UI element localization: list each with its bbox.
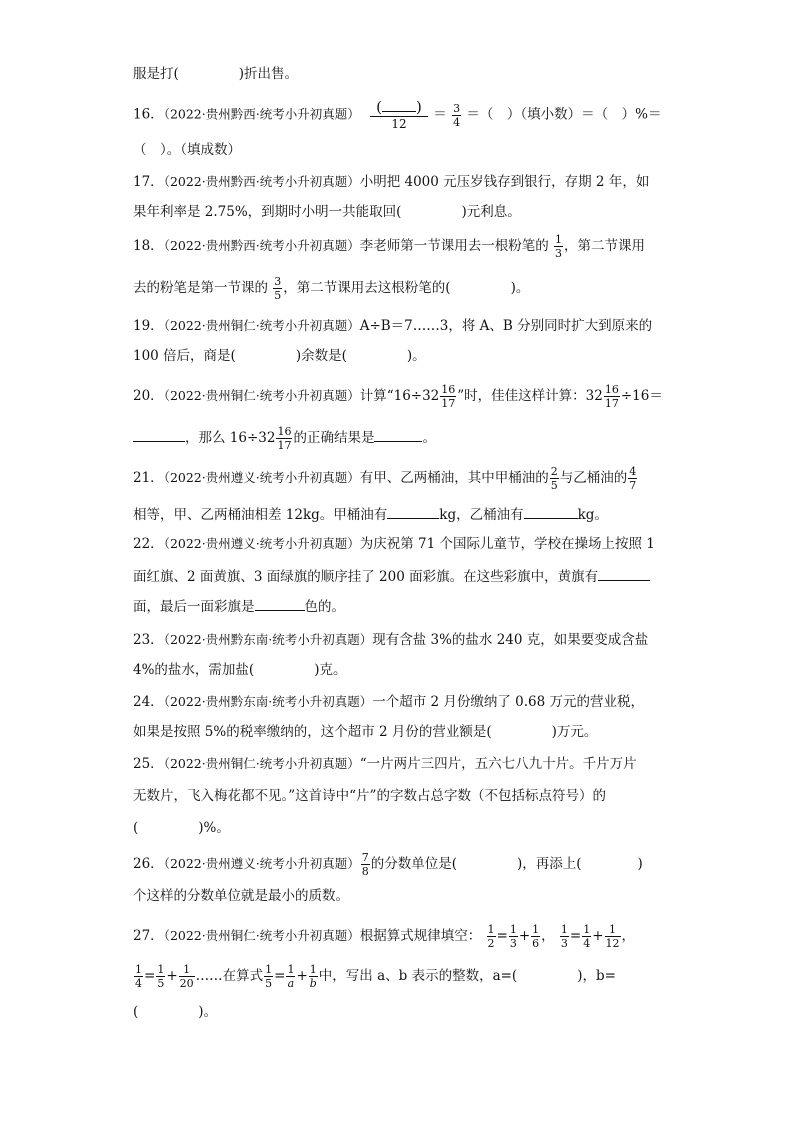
num: 3 xyxy=(274,275,282,288)
q20-text-c: ÷16＝ xyxy=(620,388,663,404)
q27-frac xyxy=(309,964,318,989)
q22-line2 xyxy=(133,566,650,587)
q25-source: （2022·贵州铜仁·统考小升初真题） xyxy=(163,756,360,771)
q26-fraction xyxy=(361,852,370,877)
q27-line3 xyxy=(133,1002,217,1022)
answer-blank[interactable] xyxy=(255,596,305,611)
q19-line2 xyxy=(133,346,426,366)
den: 4 xyxy=(583,937,591,950)
q24-source: （2022·贵州黔东南·统考小升初真题） xyxy=(163,694,373,709)
den: 2 xyxy=(487,937,495,950)
question-21 xyxy=(133,466,638,491)
q20-text-d: ，那么 16÷32 xyxy=(185,430,276,446)
paren: ) xyxy=(416,98,422,116)
q18-text-b: ，第二节课用 xyxy=(564,238,645,254)
q17-text: 小明把 4000 元压岁钱存到银行，存期 2 年，如 xyxy=(359,174,650,190)
q26-source: （2022·贵州遵义·统考小升初真题） xyxy=(163,856,360,871)
q20-number: 20． xyxy=(133,388,164,404)
answer-blank[interactable] xyxy=(133,427,185,442)
q22-text: 为庆祝第 71 个国际儿童节，学校在操场上按照 1 xyxy=(359,536,655,552)
answer-blank[interactable] xyxy=(524,504,578,519)
q27-frac xyxy=(560,924,569,949)
question-18 xyxy=(133,234,645,259)
q16-den: 12 xyxy=(391,117,407,131)
plus: + xyxy=(518,928,531,944)
q18-line2 xyxy=(133,276,529,301)
q25-line3 xyxy=(133,818,230,838)
q17-source: （2022·贵州黔西·统考小升初真题） xyxy=(163,174,360,189)
num: 1 xyxy=(532,923,540,936)
q27-text-e: )。 xyxy=(198,1004,218,1020)
q27-text-a: 根据算式规律填空： xyxy=(359,928,482,944)
q21-number: 21． xyxy=(133,470,164,486)
q27-frac xyxy=(134,964,143,989)
q27-number: 27． xyxy=(133,928,164,944)
q23-text-a: 4%的盐水，需加盐( xyxy=(133,662,255,678)
den: 17 xyxy=(441,397,456,410)
q16-source: （2022·贵州黔西·统考小升初真题） xyxy=(163,106,360,122)
q22-number: 22． xyxy=(133,536,164,552)
q17-line2 xyxy=(133,202,521,222)
q21-text-c: 相等，甲、乙两桶油相差 12kg。甲桶油有 xyxy=(133,507,388,523)
num: 1 xyxy=(287,963,295,976)
num: 1 xyxy=(605,924,621,937)
den: 5 xyxy=(274,289,282,302)
plus: + xyxy=(296,968,308,984)
num: 1 xyxy=(583,923,591,936)
num: 1 xyxy=(555,233,562,246)
q26-text-b: )，再添上( xyxy=(516,856,582,872)
q16-rest: ＝（ ）（填小数）＝（ ）%＝ xyxy=(466,106,662,123)
answer-gap[interactable] xyxy=(382,101,416,112)
q25-number: 25． xyxy=(133,756,164,772)
den: 4 xyxy=(453,115,461,129)
question-17 xyxy=(133,172,649,192)
q18-text-d: ，第二节课用去这根粉笔的( xyxy=(283,280,451,296)
q16-number: 16． xyxy=(133,106,164,123)
q18-text-e: )。 xyxy=(510,280,530,296)
q18-text-a: 李老师第一节课用去一根粉笔的 xyxy=(359,238,549,254)
q22-text-b: 面红旗、2 面黄旗、3 面绿旗的顺序挂了 200 面彩旗。在这些彩旗中，黄旗有 xyxy=(133,569,599,585)
q18-source: （2022·贵州黔西·统考小升初真题） xyxy=(163,238,360,253)
den: 5 xyxy=(265,977,273,990)
plus: + xyxy=(592,928,604,944)
q24-number: 24． xyxy=(133,694,164,710)
q27-frac xyxy=(156,964,165,989)
q23-source: （2022·贵州黔东南·统考小升初真题） xyxy=(163,632,373,647)
q20-text-f: 。 xyxy=(422,430,436,446)
q22-text-d: 色的。 xyxy=(304,599,345,615)
q19-text: A÷B＝7……3，将 A、B 分别同时扩大到原来的 xyxy=(359,318,653,334)
num: 1 xyxy=(560,923,568,936)
num: 4 xyxy=(629,465,637,478)
q16-fraction xyxy=(452,103,461,128)
question-24 xyxy=(133,692,644,712)
q24-line2 xyxy=(133,722,597,742)
question-20 xyxy=(133,384,663,409)
q20-text-b: ”时，佳佳这样计算：32 xyxy=(457,388,603,404)
q15-text-a: 服是打( xyxy=(133,66,179,82)
question-26 xyxy=(133,852,643,877)
q27-frac xyxy=(487,924,496,949)
q23-text-b: )克。 xyxy=(314,662,347,678)
den: 3 xyxy=(560,937,568,950)
q21-text-a: 有甲、乙两桶油，其中甲桶油的 xyxy=(359,470,549,486)
q18-fraction-2 xyxy=(273,276,282,301)
q23-number: 23． xyxy=(133,632,164,648)
question-27 xyxy=(133,924,635,949)
q27-text-c: )，b= xyxy=(577,968,616,984)
q19-source: （2022·贵州铜仁·统考小升初真题） xyxy=(163,318,360,333)
q27-source: （2022·贵州铜仁·统考小升初真题） xyxy=(163,928,360,943)
q27-frac xyxy=(264,964,273,989)
equals: = xyxy=(144,968,156,984)
q15-tail xyxy=(133,64,298,84)
q25-line2: 无数片，飞入梅花都不见。”这首诗中“片”的字数占总字数（不包括标点符号）的 xyxy=(133,788,606,804)
q20-text-a: 计算“16÷32 xyxy=(359,388,440,404)
den: 12 xyxy=(605,937,620,950)
num: 1 xyxy=(265,963,273,976)
q23-text: 现有含盐 3%的盐水 240 克，如果要变成含盐 xyxy=(372,632,649,648)
den: 3 xyxy=(555,247,562,260)
num: 1 xyxy=(179,964,195,977)
q20-line2 xyxy=(133,426,436,451)
q20-mixed-frac-1 xyxy=(440,384,456,409)
q19-text-b: )余数是( xyxy=(295,348,347,364)
q21-text-e: kg。 xyxy=(577,507,608,523)
paren: ( xyxy=(376,98,382,116)
q17-text-b: )元利息。 xyxy=(461,204,521,220)
q17-text-a: 果年利率是 2.75%，到期时小明一共能取回( xyxy=(133,204,402,220)
q24-text: 一个超市 2 月份缴纳了 0.68 万元的营业税， xyxy=(372,694,645,710)
q21-fraction-2 xyxy=(628,466,637,491)
den: 6 xyxy=(532,937,540,950)
den: 3 xyxy=(509,937,517,950)
q21-source: （2022·贵州遵义·统考小升初真题） xyxy=(163,470,360,485)
q27-text-b: 中，写出 a、b 表示的整数，a=( xyxy=(318,968,518,984)
q27-frac xyxy=(509,924,518,949)
plus: + xyxy=(166,968,178,984)
q24-text-a: 如果是按照 5%的税率缴纳的，这个超市 2 月份的营业额是( xyxy=(133,724,492,740)
q22-source: （2022·贵州遵义·统考小升初真题） xyxy=(163,536,360,551)
equals: = xyxy=(569,928,582,944)
q15-text-b: )折出售。 xyxy=(238,66,299,82)
q26-number: 26． xyxy=(133,856,164,872)
q20-source: （2022·贵州铜仁·统考小升初真题） xyxy=(163,388,360,403)
q27-frac xyxy=(286,964,295,989)
q18-number: 18． xyxy=(133,238,164,254)
q21-text-d: kg，乙桶油有 xyxy=(439,507,524,523)
q20-mixed-frac-2 xyxy=(604,384,620,409)
q23-line2 xyxy=(133,660,346,680)
question-22 xyxy=(133,534,655,554)
equals: = xyxy=(274,968,286,984)
q26-text-c: ) xyxy=(637,856,643,872)
question-23 xyxy=(133,630,648,650)
den: a xyxy=(287,977,295,990)
num: 16 xyxy=(604,383,619,396)
num: 2 xyxy=(550,465,558,478)
q27-frac xyxy=(531,924,540,949)
q25-text: “一片两片三四片，五六七八九十片。千片万片 xyxy=(359,756,637,772)
comma: ， xyxy=(621,928,636,944)
q24-text-b: )万元。 xyxy=(551,724,598,740)
q21-text-b: 与乙桶油的 xyxy=(559,470,628,486)
question-16 xyxy=(133,100,661,130)
num: 16 xyxy=(277,425,292,438)
q27-line2 xyxy=(133,964,616,989)
q18-text-c: 去的粉笔是第一节课的 xyxy=(133,280,268,296)
num: 3 xyxy=(453,101,461,115)
den: 8 xyxy=(361,865,369,878)
q21-fraction-1 xyxy=(550,466,559,491)
q19-number: 19． xyxy=(133,318,164,334)
den: 5 xyxy=(550,479,558,492)
q20-text-e: 的正确结果是 xyxy=(293,430,375,446)
q16-blank-fraction[interactable] xyxy=(370,100,428,130)
q27-frac xyxy=(605,924,621,949)
den: 17 xyxy=(604,397,619,410)
num: 7 xyxy=(361,851,369,864)
equals: ＝ xyxy=(433,106,447,123)
den: 5 xyxy=(157,977,165,990)
comma: ， xyxy=(541,928,555,944)
den: 7 xyxy=(629,479,637,492)
q19-text-a: 100 倍后，商是( xyxy=(133,348,236,364)
equals: = xyxy=(496,928,508,944)
q27-frac xyxy=(582,924,591,949)
den: 4 xyxy=(135,977,142,990)
q16-line2: （ ）。（填成数） xyxy=(133,142,241,158)
num: 1 xyxy=(135,963,142,976)
q18-fraction-1 xyxy=(554,234,563,259)
question-19 xyxy=(133,316,652,336)
q27-frac xyxy=(179,964,195,989)
q25-text-b: )%。 xyxy=(198,820,230,836)
num: 16 xyxy=(441,383,456,396)
answer-blank[interactable] xyxy=(374,427,422,442)
den: b xyxy=(309,977,317,990)
num: 1 xyxy=(157,963,165,976)
q25-text-a: ( xyxy=(133,820,139,836)
den: 17 xyxy=(277,439,292,452)
q17-number: 17． xyxy=(133,174,164,190)
q27-text-d: ( xyxy=(133,1004,139,1020)
q19-text-c: )。 xyxy=(406,348,426,364)
den: 20 xyxy=(179,977,194,990)
q21-line2 xyxy=(133,504,608,525)
q20-mixed-frac-3 xyxy=(276,426,292,451)
answer-blank[interactable] xyxy=(387,504,439,519)
num: 1 xyxy=(509,923,517,936)
q22-text-c: 面，最后一面彩旗是 xyxy=(133,599,255,615)
q22-line3 xyxy=(133,596,345,617)
answer-blank[interactable] xyxy=(598,566,650,581)
num: 1 xyxy=(309,963,317,976)
q27-text-mid: ……在算式 xyxy=(195,968,264,984)
question-25 xyxy=(133,754,637,774)
q26-text-a: 的分数单位是( xyxy=(370,856,457,872)
q26-line2: 个这样的分数单位就是最小的质数。 xyxy=(133,888,349,904)
num: 1 xyxy=(487,923,495,936)
